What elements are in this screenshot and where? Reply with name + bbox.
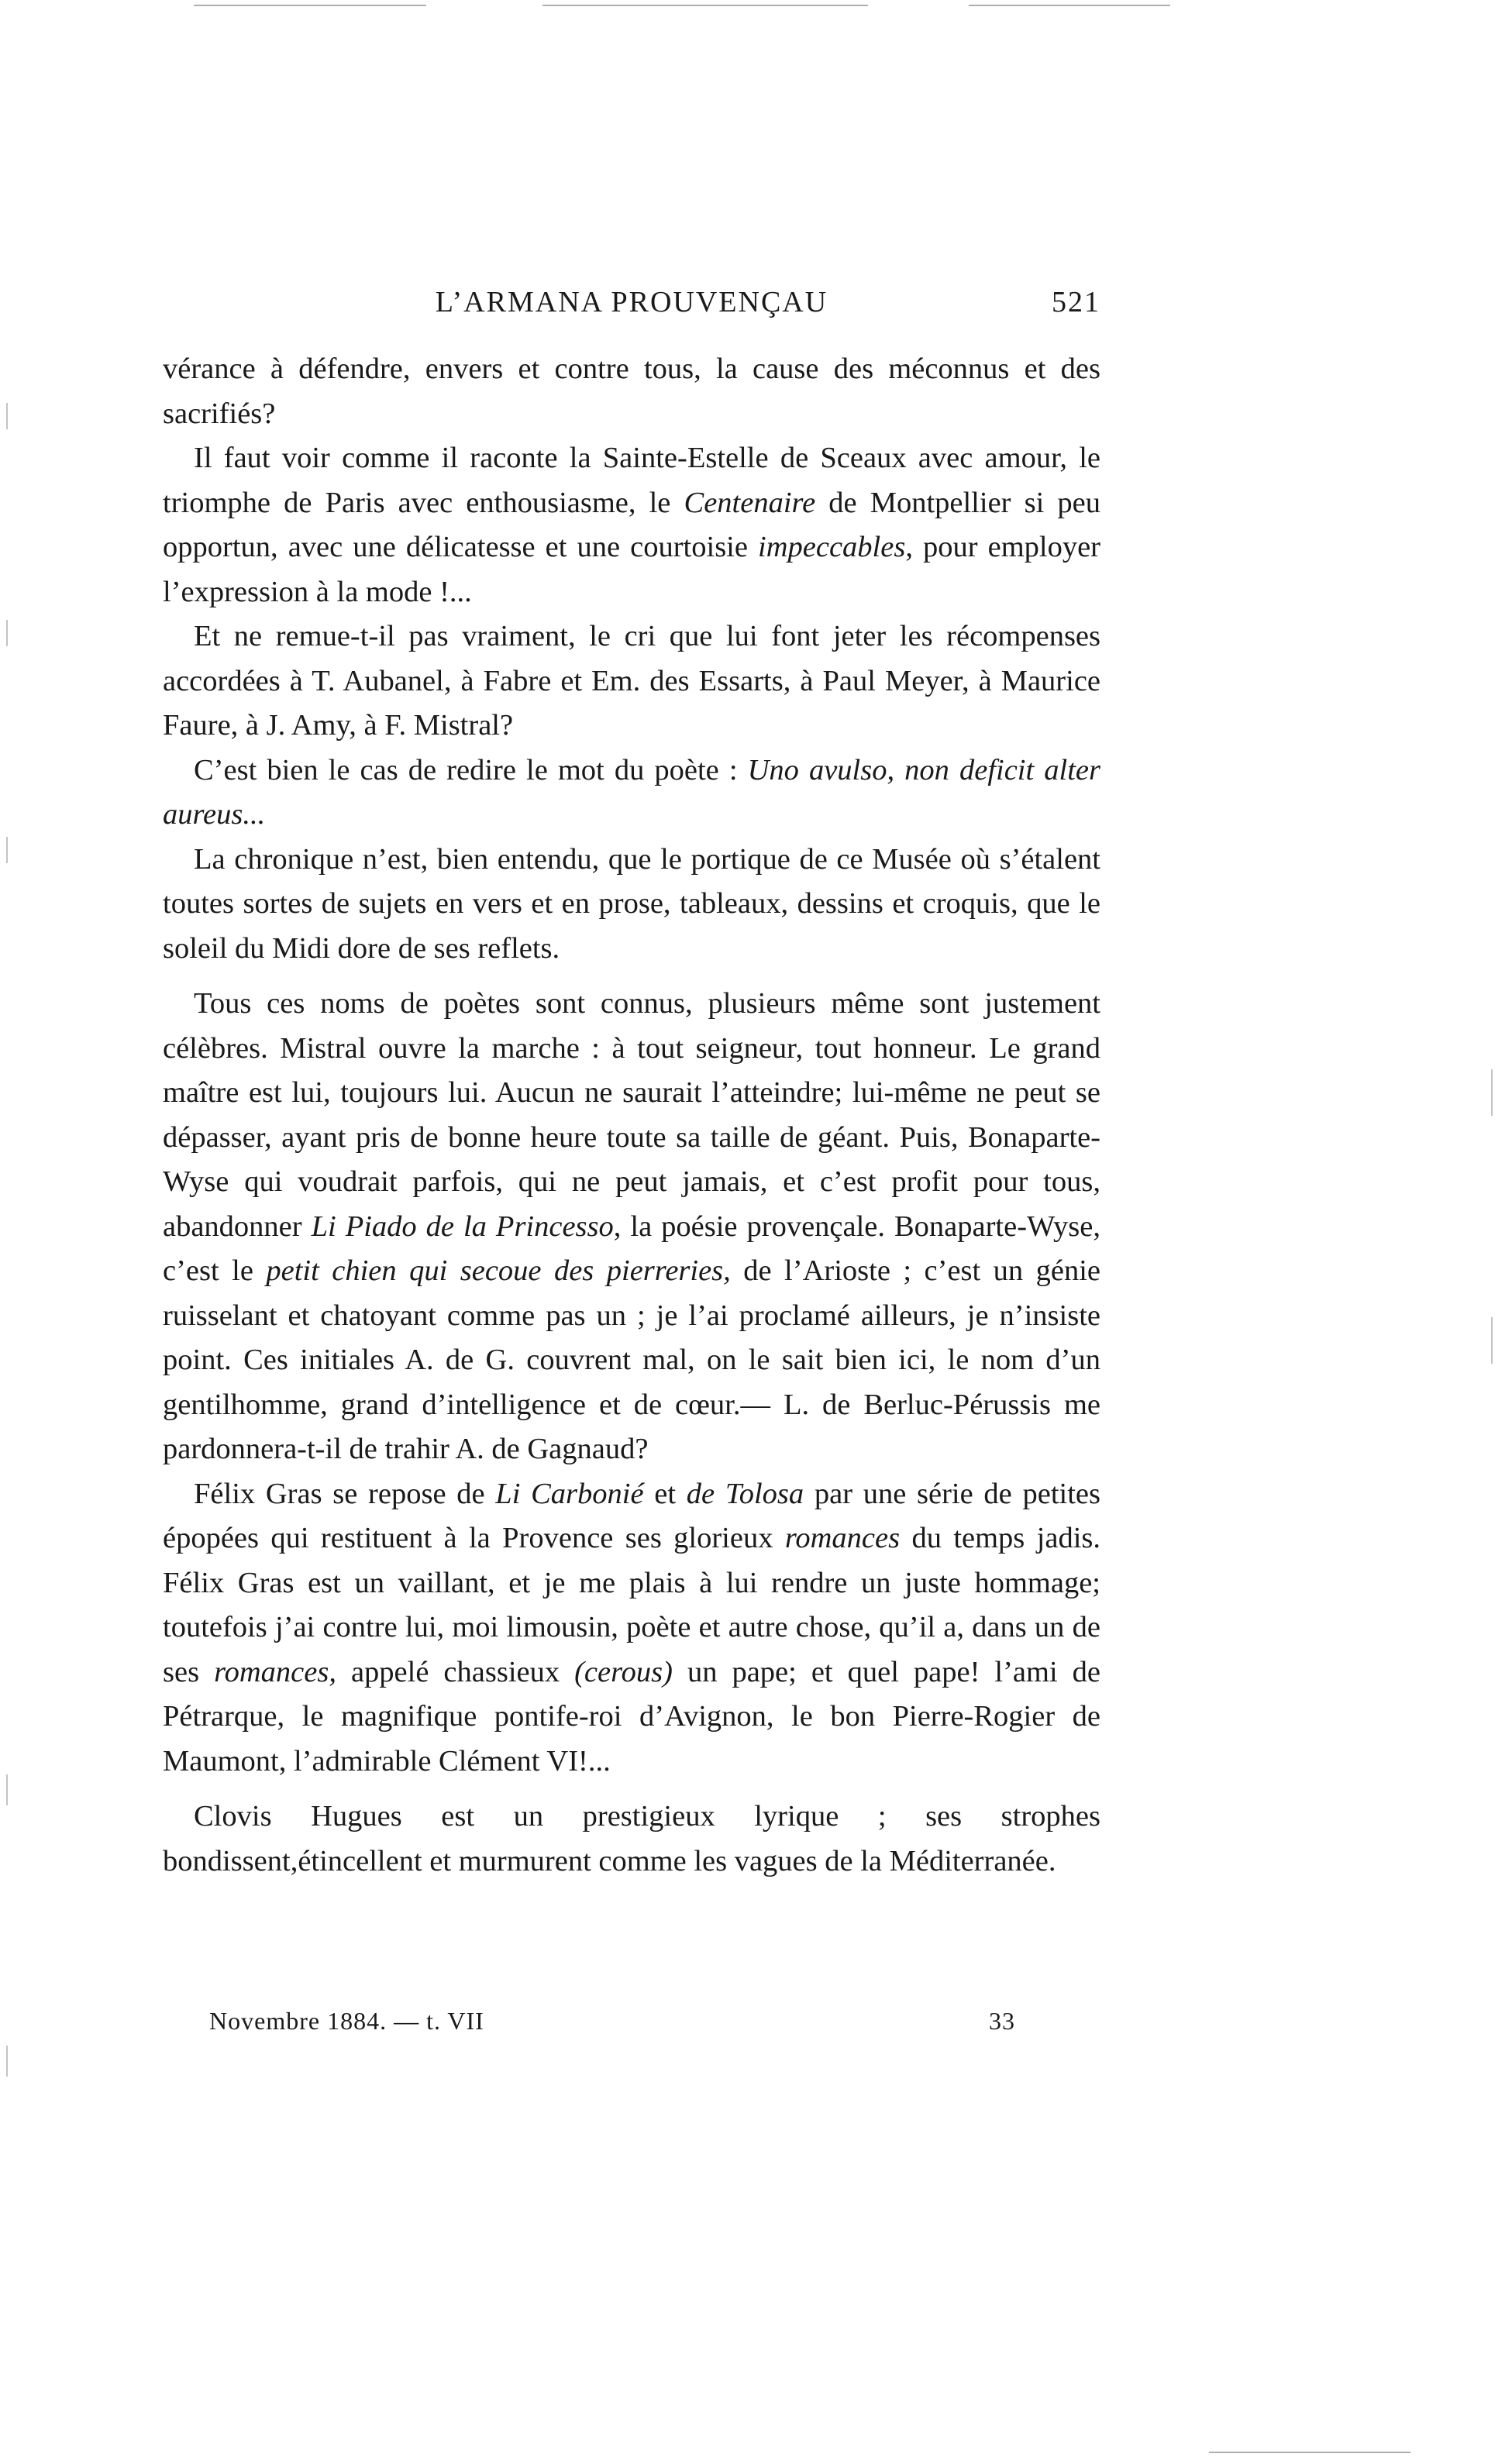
printer-signature: Novembre 1884. — t. VII xyxy=(209,2007,484,2035)
margin-mark xyxy=(6,403,8,429)
scan-edge-rule xyxy=(969,5,1170,6)
margin-mark xyxy=(6,2046,8,2077)
paragraph: Tous ces noms de poètes sont connus, plusieurs même sont justement célèbres. Mistral ouvre la marche : à tout seigneur, tout honneur. Le grand maître est lui, toujours lui. Aucun ne saurait l’atteindre; lui-même ne peut se dépasser, ayant pris de bonne heure toute sa taille de géant. Puis, Bonaparte-Wyse qui voudrait parfois, qui ne peut jamais, et c’est profit pour tous, abandonner Li Piado de la Princesso, la poésie provençale. Bonaparte-Wyse, c’est le petit chien qui secoue des pierreries, de l’Arioste ; c’est un génie ruisselant et chatoyant comme pas un ; je l’ai proclamé ailleurs, je n’insiste point. Ces initiales A. de G. couvrent mal, on le sait bien ici, le nom d’un gentilhomme, grand d’intelligence et de cœur.— L. de Berluc-Pérussis me pardonnera-t-il de trahir A. de Gagnaud? xyxy=(163,987,1101,1465)
paragraph: Clovis Hugues est un prestigieux lyrique ; ses strophes bondissent,étincellent et murmurent comme les vagues de la Méditerranée. xyxy=(163,1800,1100,1877)
margin-mark xyxy=(6,837,8,863)
page-header xyxy=(163,285,1100,332)
paragraph: vérance à défendre, envers et contre tous, la cause des méconnus et des sacrifiés? xyxy=(163,353,1100,430)
paragraph: La chronique n’est, bien entendu, que le portique de ce Musée où s’étalent toutes sortes de sujets en vers et en prose, tableaux, dessins et croquis, que le soleil du Midi dore de ses reflets. xyxy=(163,842,1100,965)
page-number: 521 xyxy=(1052,286,1100,318)
running-title: L’ARMANA PROUVENÇAU xyxy=(435,286,828,318)
body-text xyxy=(163,347,1100,1884)
scan-edge-rule xyxy=(194,5,426,6)
paragraph: Félix Gras se repose de Li Carbonié et de Tolosa par une série de petites épopées qui restituent à la Provence ses glorieux romances du temps jadis. Félix Gras est un vaillant, et je me plais à lui rendre un juste hommage; toutefois j’ai contre lui, moi limousin, poète et autre chose, qu’il a, dans un de ses romances, appelé chassieux (cerous) un pape; et quel pape! l’ami de Pétrarque, le magnifique pontife-roi d’Avignon, le bon Pierre-Rogier de Maumont, l’admirable Clément VI!... xyxy=(163,1477,1100,1777)
margin-mark xyxy=(6,1774,8,1805)
margin-mark xyxy=(1491,1069,1493,1116)
margin-mark xyxy=(1491,1317,1493,1364)
page-footer xyxy=(209,2007,1015,2046)
paragraph: Il faut voir comme il raconte la Sainte-Estelle de Sceaux avec amour, le triomphe de Paris avec enthousiasme, le Centenaire de Montpellier si peu opportun, avec une délicatesse et une courtoisie impeccables, pour employer l’expression à la mode !... xyxy=(163,442,1100,608)
paragraph: C’est bien le cas de redire le mot du poète : Uno avulso, non deficit alter aureus... xyxy=(163,753,1100,831)
scan-edge-rule xyxy=(1209,2452,1410,2453)
scan-edge-rule xyxy=(542,5,868,6)
signature-number: 33 xyxy=(989,2007,1015,2035)
margin-mark xyxy=(6,620,8,646)
paragraph: Et ne remue-t-il pas vraiment, le cri que lui font jeter les récompenses accordées à T. Aubanel, à Fabre et Em. des Essarts, à Paul Meyer, à Maurice Faure, à J. Amy, à F. Mistral? xyxy=(163,620,1100,742)
